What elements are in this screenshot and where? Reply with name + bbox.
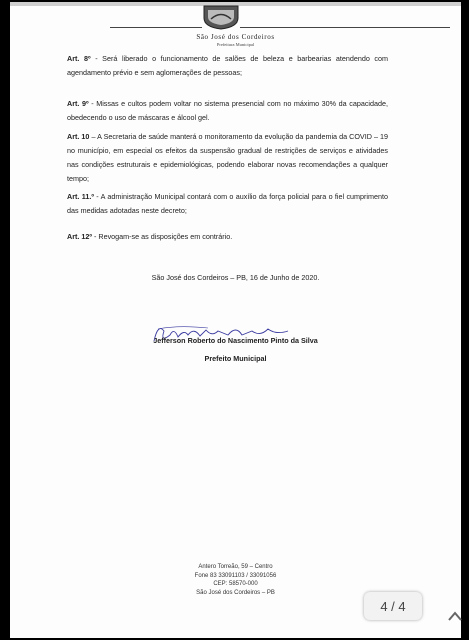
article-9 (67, 97, 388, 125)
department-name: Prefeitura Municipal (216, 42, 255, 47)
place-and-date: São José dos Cordeiros – PB, 16 de Junho de 2020. (151, 273, 320, 282)
article-12-text: - Revogam-se as disposições em contrário. (94, 232, 233, 241)
footer-city: São José dos Cordeiros – PB (196, 589, 275, 596)
article-11-label: Art. 11.º (67, 192, 94, 201)
municipal-crest-icon (202, 4, 240, 30)
article-10-text: – A Secretaria de saúde manterá o monitoramento da evolução da pandemia da COVID – 19 no município, em especial os efeitos da suspensão gradual de restrições de serviços e atividades nas condições estruturais e epidemiológicas, podendo elaborar novas recomendações a qualquer tempo; (67, 132, 389, 183)
signatory-name: Jefferson Roberto do Nascimento Pinto da Silva (153, 336, 318, 345)
article-11-text: - A administração Municipal contará com o auxílio da força policial para o fiel cumprimento das medidas adotadas neste decreto; (67, 192, 388, 215)
header-rule-right (240, 27, 450, 28)
article-8 (67, 52, 388, 80)
footer-phone: Fone 83 33091103 / 33091056 (194, 572, 277, 579)
chevron-up-icon[interactable] (439, 598, 469, 638)
article-12-label: Art. 12º (67, 232, 92, 241)
article-8-text: - Será liberado o funcionamento de salões de beleza e barbearias atendendo com agendamento prévio e sem aglomerações de pessoas; (67, 54, 388, 77)
article-11 (67, 190, 388, 218)
article-8-label: Art. 8º (67, 54, 91, 63)
article-9-label: Art. 9º (67, 99, 89, 108)
document-page (10, 2, 461, 638)
footer-cep: CEP: 58570-000 (213, 581, 258, 587)
page-indicator: 4 / 4 (364, 592, 422, 620)
header-rule-left (110, 27, 202, 28)
municipality-name: São José dos Cordeiros (196, 33, 275, 41)
article-9-text: - Missas e cultos podem voltar no sistema presencial com no máximo 30% da capacidade, obedecendo o uso de máscaras e álcool gel. (67, 99, 389, 122)
article-12 (67, 230, 388, 244)
signatory-title: Prefeito Municipal (204, 354, 267, 363)
article-10 (67, 130, 388, 186)
article-10-label: Art. 10 (67, 132, 90, 141)
footer-address: Antero Torreão, 59 – Centro (198, 564, 273, 570)
